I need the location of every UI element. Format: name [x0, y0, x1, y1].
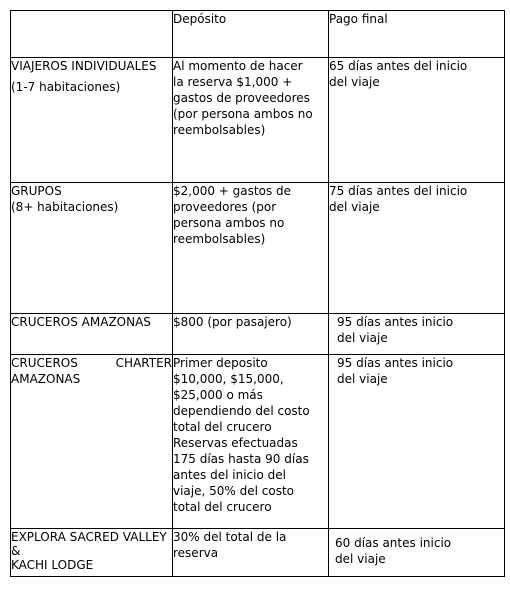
deposit-cell: [173, 314, 329, 355]
final-line: del viaje: [329, 200, 380, 214]
deposit-line: Al momento de hacer: [173, 59, 303, 73]
category-cell: [11, 314, 173, 355]
category-label: VIAJEROS INDIVIDUALES: [11, 59, 157, 73]
deposit-line: (por persona ambos no: [173, 107, 313, 121]
deposit-line: $2,000 + gastos de: [173, 184, 292, 198]
category-cell: [11, 355, 173, 529]
deposit-line: proveedores (por: [173, 200, 277, 214]
category-sub: (8+ habitaciones): [11, 200, 119, 214]
category-word: CHARTER: [115, 356, 172, 370]
final-payment-cell: [329, 183, 505, 314]
final-payment-cell: [329, 529, 505, 577]
deposit-line: 175 días hasta 90 días: [173, 452, 309, 466]
final-line: del viaje: [329, 75, 380, 89]
final-payment-cell: [329, 58, 505, 183]
deposit-line: persona ambos no: [173, 216, 285, 230]
category-cell: [11, 529, 173, 577]
header-pago-final: Pago final: [329, 11, 505, 58]
deposit-cell: [173, 183, 329, 314]
final-line: 60 días antes inicio: [335, 536, 452, 550]
deposit-line: $25,000 o más: [173, 388, 263, 402]
table-row: [11, 58, 505, 183]
category-word: AMAZONAS: [11, 372, 81, 386]
table-row: [11, 355, 505, 529]
category-label: KACHI LODGE: [11, 558, 94, 572]
deposit-line: antes del inicio del: [173, 468, 286, 482]
final-line: 95 días antes inicio: [337, 315, 454, 329]
payment-terms-table: [10, 10, 505, 577]
deposit-line: reembolsables): [173, 123, 266, 137]
deposit-line: total del crucero: [173, 500, 272, 514]
category-label: GRUPOS: [11, 184, 62, 198]
final-line: 95 días antes inicio: [337, 356, 454, 370]
final-line: del viaje: [337, 331, 388, 345]
final-line: 65 días antes del inicio: [329, 59, 468, 73]
deposit-line: 30% del total de la: [173, 530, 287, 544]
deposit-cell: [173, 58, 329, 183]
deposit-cell: [173, 529, 329, 577]
category-label: EXPLORA SACRED VALLEY: [11, 530, 167, 544]
final-line: del viaje: [337, 372, 388, 386]
category-cell: [11, 183, 173, 314]
deposit-line: dependiendo del costo: [173, 404, 310, 418]
deposit-line: gastos de proveedores: [173, 91, 310, 105]
deposit-line: viaje, 50% del costo: [173, 484, 295, 498]
final-payment-cell: [329, 355, 505, 529]
deposit-cell: [173, 355, 329, 529]
category-cell: [11, 58, 173, 183]
table-row: [11, 529, 505, 577]
category-word: CRUCEROS: [11, 356, 78, 370]
table-row: [11, 314, 505, 355]
header-empty-cell: [11, 11, 173, 58]
final-line: 75 días antes del inicio: [329, 184, 468, 198]
deposit-line: $10,000, $15,000,: [173, 372, 284, 386]
deposit-line: reserva: [173, 546, 219, 560]
final-line: del viaje: [335, 552, 386, 566]
final-payment-cell: [329, 314, 505, 355]
table-header-row: [11, 11, 505, 58]
table-row: [11, 183, 505, 314]
deposit-line: total del crucero: [173, 420, 272, 434]
deposit-line: Primer deposito: [173, 356, 268, 370]
header-deposito: Depósito: [173, 11, 329, 58]
deposit-line: la reserva $1,000 +: [173, 75, 293, 89]
category-sub: (1-7 habitaciones): [11, 80, 121, 94]
category-label: &: [11, 544, 21, 558]
category-label-line: [11, 355, 172, 371]
deposit-line: Reservas efectuadas: [173, 436, 298, 450]
deposit-line: reembolsables): [173, 232, 266, 246]
category-label: CRUCEROS AMAZONAS: [11, 315, 151, 329]
deposit-line: $800 (por pasajero): [173, 315, 292, 329]
